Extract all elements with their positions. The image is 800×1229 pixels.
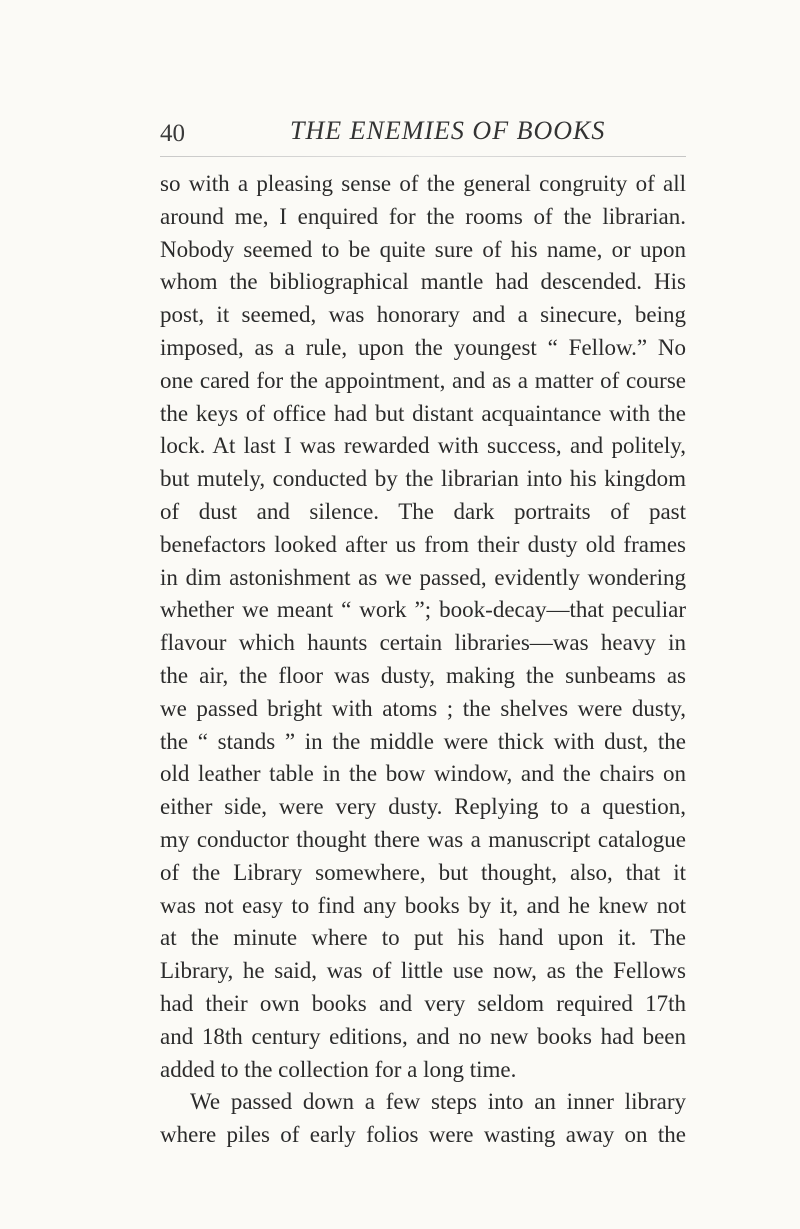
text-line: of the Library somewhere, but thought, also, that it: [160, 859, 686, 885]
text-line: so with a pleasing sense of the general congruity of all: [160, 171, 686, 196]
text-line: Library, he said, was of little use now, as the Fellows: [160, 958, 686, 984]
text-line: Nobody seemed to be quite sure of his name, or upon: [160, 236, 686, 262]
text-line: had their own books and very seldom required 17th: [160, 990, 686, 1016]
header-rule: [160, 156, 686, 157]
text-line: where piles of early folios were wasting away on the: [160, 1122, 686, 1148]
text-line: post, it seemed, was honorary and a sinecure, being: [160, 302, 686, 328]
running-head: [160, 116, 720, 148]
text-line: flavour which haunts certain libraries—was heavy in: [160, 630, 686, 656]
text-line: imposed, as a rule, upon the youngest “ Fellow.” No: [160, 334, 686, 360]
text-line: whom the bibliographical mantle had descended. His: [160, 269, 686, 295]
text-line: one cared for the appointment, and as a matter of course: [160, 367, 686, 393]
body-text: [160, 168, 686, 1152]
text-line: in dim astonishment as we passed, evidently wondering: [160, 564, 686, 590]
text-line: either side, were very dusty. Replying to a question,: [160, 794, 686, 820]
text-line: my conductor thought there was a manuscript catalogue: [160, 826, 686, 852]
text-line: lock. At last I was rewarded with success, and politely,: [160, 433, 686, 459]
text-line: added to the collection for a long time.: [160, 1056, 517, 1082]
page-number: 40: [160, 120, 185, 147]
text-line: of dust and silence. The dark portraits of past: [160, 498, 686, 524]
book-title: THE ENEMIES OF BOOKS: [290, 116, 606, 145]
text-line: and 18th century editions, and no new books had been: [160, 1023, 686, 1049]
text-line: old leather table in the bow window, and the chairs on: [160, 761, 686, 787]
text-line: whether we meant “ work ”; book-decay—that peculiar: [160, 597, 686, 623]
text-line: the keys of office had but distant acquaintance with the: [160, 400, 686, 426]
text-line: we passed bright with atoms ; the shelves were dusty,: [160, 695, 686, 721]
text-line: the air, the floor was dusty, making the sunbeams as: [160, 662, 686, 688]
text-line: but mutely, conducted by the librarian into his kingdom: [160, 466, 686, 492]
text-line: around me, I enquired for the rooms of the librarian.: [160, 203, 686, 229]
text-line: the “ stands ” in the middle were thick with dust, the: [160, 728, 686, 754]
text-line: benefactors looked after us from their dusty old frames: [160, 531, 686, 557]
text-line: at the minute where to put his hand upon it. The: [160, 925, 686, 951]
text-line: was not easy to find any books by it, and he knew not: [160, 892, 686, 918]
text-line: We passed down a few steps into an inner library: [190, 1089, 686, 1115]
